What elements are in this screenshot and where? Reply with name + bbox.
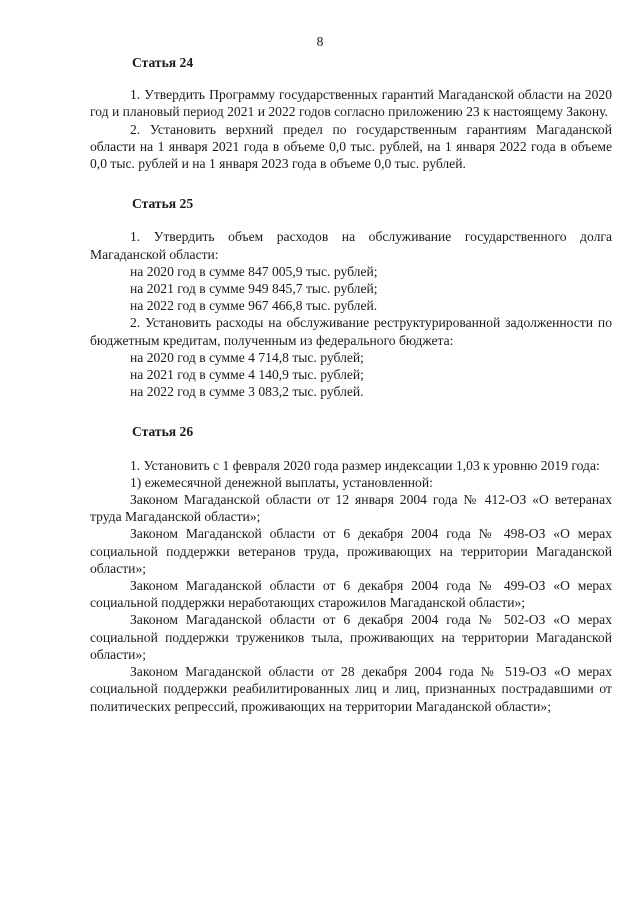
article-26-law-412: Законом Магаданской области от 12 января 2004 года № 412-ОЗ «О ветеранах труда Магаданской области»; <box>90 492 612 525</box>
document-body <box>90 54 612 715</box>
article-24-paragraph-2: 2. Установить верхний предел по государственным гарантиям Магаданской области на 1 января 2021 года в объеме 0,0 тыс. рублей, на 1 января 2022 года в объеме 0,0 тыс. рублей и на 1 января 2023 года в объеме 0,0 тыс. рублей. <box>90 121 612 172</box>
article-25-paragraph-2: 2. Установить расходы на обслуживание реструктурированной задолженности по бюджетным кредитам, полученным из федерального бюджета: <box>90 315 612 348</box>
article-25-restructured-2021: на 2021 год в сумме 4 140,9 тыс. рублей; <box>130 367 364 383</box>
article-26-subitem-1: 1) ежемесячной денежной выплаты, установленной: <box>130 474 433 490</box>
article-26-law-498: Законом Магаданской области от 6 декабря 2004 года № 498-ОЗ «О мерах социальной поддержки ветеранов труда, проживающих на территории Магаданской области»; <box>90 526 612 576</box>
article-25-amount-2021: на 2021 год в сумме 949 845,7 тыс. рублей; <box>130 281 378 297</box>
article-26-paragraph-1: 1. Установить с 1 февраля 2020 года размер индексации 1,03 к уровню 2019 года: <box>130 457 600 473</box>
article-25-amount-2022: на 2022 год в сумме 967 466,8 тыс. рублей. <box>130 298 378 314</box>
article-26-title: Статья 26 <box>132 424 194 440</box>
article-24-title: Статья 24 <box>132 55 194 70</box>
article-25-paragraph-1: 1. Утвердить объем расходов на обслуживание государственного долга Магаданской области: <box>90 229 612 262</box>
article-25-restructured-2020: на 2020 год в сумме 4 714,8 тыс. рублей; <box>130 349 364 365</box>
article-25-restructured-2022: на 2022 год в сумме 3 083,2 тыс. рублей. <box>130 384 364 400</box>
article-25-amount-2020: на 2020 год в сумме 847 005,9 тыс. рублей; <box>130 263 378 279</box>
article-26-law-499: Законом Магаданской области от 6 декабря 2004 года № 499-ОЗ «О мерах социальной поддержки неработающих старожилов Магаданской области»; <box>90 578 612 611</box>
article-24-paragraph-1: 1. Утвердить Программу государственных гарантий Магаданской области на 2020 год и плановый период 2021 и 2022 годов согласно приложению 23 к настоящему Закону. <box>90 87 612 120</box>
article-26-law-502: Законом Магаданской области от 6 декабря 2004 года № 502-ОЗ «О мерах социальной поддержки тружеников тыла, проживающих на территории Магаданской области»; <box>90 612 612 662</box>
article-26-law-519: Законом Магаданской области от 28 декабря 2004 года № 519-ОЗ «О мерах социальной поддержки реабилитированных лиц и лиц, признанных пострадавшими от политических репрессий, проживающих на территории Магаданской области»; <box>90 664 612 714</box>
page-number: 8 <box>316 34 324 49</box>
article-25-title: Статья 25 <box>132 196 194 212</box>
